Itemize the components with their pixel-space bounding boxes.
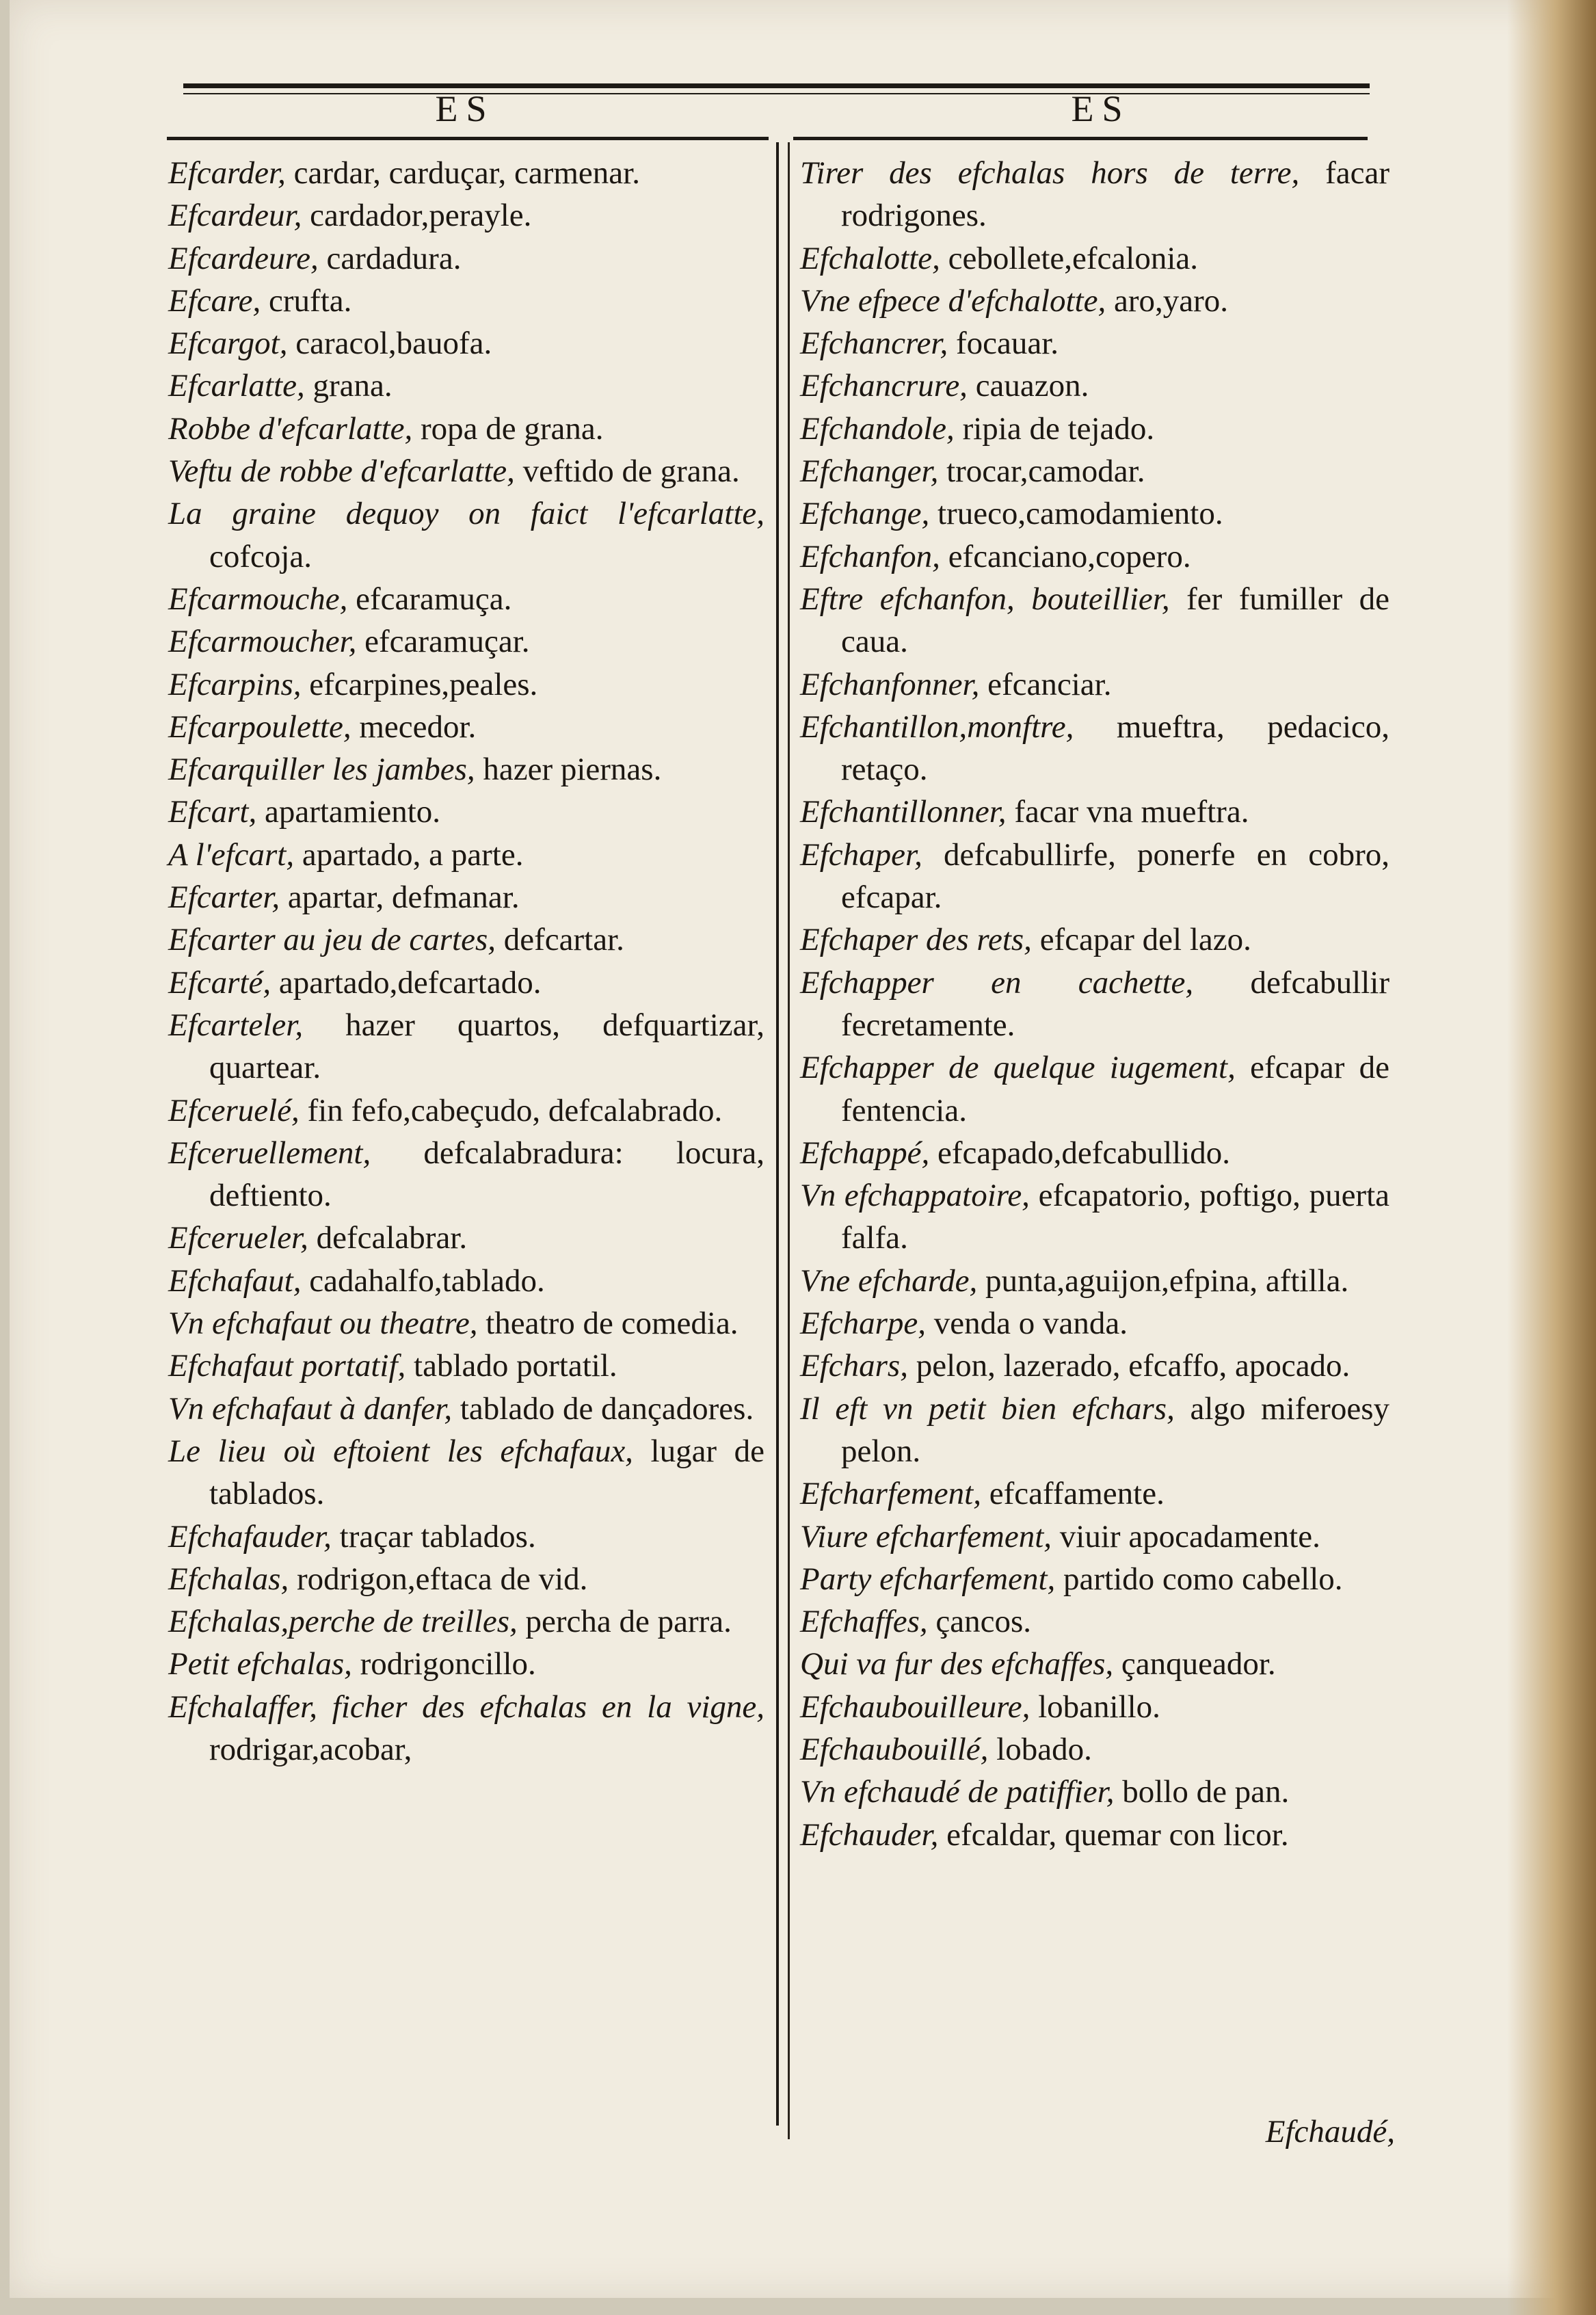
headword: Efcerueler, <box>168 1220 308 1256</box>
translation: cebollete,efcalonia. <box>940 240 1199 276</box>
translation: pelon, lazerado, efcaffo, apocado. <box>907 1348 1351 1384</box>
dictionary-entry <box>800 1472 1389 1515</box>
dictionary-entry <box>800 834 1389 919</box>
translation: efcanciano,copero. <box>940 538 1191 574</box>
headword: Efcharfement, <box>800 1476 981 1512</box>
headword: Efcart, <box>168 794 257 830</box>
translation: mueftra, pedacico, retaço. <box>841 709 1389 788</box>
headword: Efchange, <box>800 496 930 532</box>
dictionary-entry <box>168 1089 764 1132</box>
dictionary-entry <box>168 876 764 918</box>
translation: traçar tablados. <box>331 1518 536 1555</box>
dictionary-entry <box>800 1558 1389 1600</box>
headword: Vn efchafaut ou theatre, <box>168 1306 478 1342</box>
headword: Efceruelé, <box>168 1092 300 1128</box>
dictionary-entry <box>800 1174 1389 1260</box>
headword: Viure efcharfement, <box>800 1518 1052 1555</box>
headword: Efchantillonner, <box>800 794 1007 830</box>
headword: Efcarmoucher, <box>168 624 357 660</box>
translation: cardadura. <box>318 240 462 276</box>
translation: apartado, a parte. <box>294 836 524 873</box>
dictionary-entry <box>168 1686 764 1771</box>
catchword: Efchaudé, <box>1265 2114 1395 2149</box>
headword: Efchanfonner, <box>800 666 980 702</box>
headword: Efchancrure, <box>800 368 968 404</box>
translation: fer fumiller de caua. <box>841 581 1390 660</box>
headword: Efcare, <box>168 282 261 319</box>
translation: algo miferoesy pelon. <box>841 1390 1389 1469</box>
dictionary-entry <box>168 791 764 833</box>
headword: Efchaper des rets, <box>800 922 1032 958</box>
translation: tablado de dançadores. <box>452 1390 754 1427</box>
headword: Tirer des efchalas hors de terre, <box>800 155 1300 191</box>
top-rule <box>183 83 1370 88</box>
translation: efcaramuça. <box>347 581 512 617</box>
translation: aro,yaro. <box>1106 282 1228 319</box>
headword: Vn efchaudé de patiffier, <box>800 1774 1115 1810</box>
headword: Efceruellement, <box>168 1135 371 1171</box>
dictionary-entry <box>168 237 764 280</box>
translation: crufta. <box>261 282 352 319</box>
translation: focauar. <box>948 326 1059 362</box>
dictionary-entry <box>168 1302 764 1345</box>
translation: defcabullir fecretamente. <box>841 964 1389 1043</box>
translation: ripia de tejado. <box>954 410 1155 447</box>
translation: efcanciar. <box>979 666 1112 702</box>
headword: Efchantillon,monftre, <box>800 709 1074 745</box>
dictionary-entry <box>168 492 764 578</box>
translation: apartado,defcartado. <box>271 964 542 1001</box>
translation: efcaldar, quemar con licor. <box>938 1816 1289 1853</box>
dictionary-entry <box>168 918 764 961</box>
dictionary-entry <box>800 1132 1389 1174</box>
dictionary-entry <box>168 1004 764 1089</box>
headword: Efcarter au jeu de cartes, <box>168 922 496 958</box>
translation: tablado portatil. <box>405 1348 617 1384</box>
dictionary-entry <box>168 1388 764 1430</box>
translation: lobado. <box>988 1731 1092 1767</box>
headword: Efcarquiller les jambes, <box>168 752 475 788</box>
dictionary-entry <box>800 962 1389 1047</box>
dictionary-entry <box>800 1046 1389 1132</box>
headword: Efchauder, <box>800 1816 939 1853</box>
dictionary-entry <box>168 1260 764 1302</box>
dictionary-entry <box>800 1388 1389 1473</box>
translation: mecedor. <box>351 709 477 745</box>
headword: Efchanfon, <box>800 538 940 574</box>
column-divider <box>776 142 779 2126</box>
dictionary-entry <box>168 620 764 663</box>
headword: Efcharpe, <box>800 1306 927 1342</box>
translation: fin fefo,cabeçudo, defcalabrado. <box>299 1092 723 1128</box>
translation: ropa de grana. <box>412 410 604 447</box>
translation: apartamiento. <box>256 794 441 830</box>
headword: Efcardeure, <box>168 240 319 276</box>
translation: defcalabradura: locura, deftiento. <box>209 1135 764 1214</box>
translation: facar rodrigones. <box>841 155 1390 234</box>
headword: Le lieu où eftoient les efchafaux, <box>168 1433 633 1469</box>
headword: Efchafauder, <box>168 1518 332 1555</box>
translation: defcalabrar. <box>308 1220 468 1256</box>
dictionary-entry <box>800 1686 1389 1728</box>
left-column <box>168 152 764 1771</box>
right-column <box>800 152 1389 1856</box>
dictionary-entry <box>168 1430 764 1516</box>
column-divider-inner <box>788 142 790 2139</box>
headword: Efcarmouche, <box>168 581 348 617</box>
translation: efcapado,defcabullido. <box>929 1135 1231 1171</box>
headword: Efcarté, <box>168 964 271 1001</box>
headword: Vn efchappatoire, <box>800 1178 1030 1214</box>
translation: theatro de comedia. <box>477 1306 739 1342</box>
translation: grana. <box>304 368 393 404</box>
translation: percha de parra. <box>517 1604 732 1640</box>
translation: efcarpines,peales. <box>301 666 538 702</box>
dictionary-entry <box>168 706 764 748</box>
translation: veftido de grana. <box>514 453 740 490</box>
headword: Efcarder, <box>168 155 286 191</box>
translation: rodrigar,acobar, <box>209 1731 412 1767</box>
translation: punta,aguijon,efpina, aftilla. <box>977 1262 1349 1299</box>
dictionary-entry <box>800 492 1389 535</box>
headword: Efcardeur, <box>168 198 302 234</box>
translation: efcaramuçar. <box>356 624 530 660</box>
headword: Vn efchafaut à danfer, <box>168 1390 453 1427</box>
headword: Efcarlatte, <box>168 368 305 404</box>
headword: Efchaubouilleure, <box>800 1689 1030 1725</box>
dictionary-entry <box>168 1132 764 1217</box>
headword: A l'efcart, <box>168 836 295 873</box>
dictionary-entry <box>168 1558 764 1600</box>
headword: Efchancrer, <box>800 326 948 362</box>
dictionary-entry <box>800 237 1389 280</box>
dictionary-entry <box>800 1771 1389 1813</box>
translation: defcabullirfe, ponerfe en cobro, efcapar. <box>841 836 1389 916</box>
header-rule-left <box>167 137 769 140</box>
dictionary-entry <box>800 535 1389 578</box>
dictionary-entry <box>800 1516 1389 1558</box>
dictionary-entry <box>168 748 764 791</box>
translation: venda o vanda. <box>926 1306 1128 1342</box>
headword: Efchars, <box>800 1348 908 1384</box>
headword: Efchalaffer, ficher des efchalas en la vigne, <box>168 1689 764 1725</box>
headword: Efchaubouillé, <box>800 1731 989 1767</box>
translation: rodrigoncillo. <box>351 1646 536 1682</box>
dictionary-entry <box>168 1345 764 1387</box>
dictionary-entry <box>800 706 1389 791</box>
running-head-left: ES <box>435 88 495 129</box>
running-head-right: ES <box>1071 88 1131 129</box>
headword: Efchanger, <box>800 453 939 490</box>
dictionary-entry <box>800 578 1389 663</box>
dictionary-entry <box>800 1302 1389 1345</box>
translation: efcapatorio, poftigo, puerta falfa. <box>841 1178 1390 1256</box>
dictionary-entry <box>800 365 1389 407</box>
headword: Efchafaut portatif, <box>168 1348 406 1384</box>
translation: trocar,camodar. <box>938 453 1145 490</box>
translation: apartar, defmanar. <box>280 879 520 916</box>
translation: cardador,perayle. <box>302 198 532 234</box>
headword: Vne efcharde, <box>800 1262 978 1299</box>
headword: Efcarteler, <box>168 1007 304 1043</box>
dictionary-entry <box>800 1728 1389 1771</box>
headword: Efchalotte, <box>800 240 940 276</box>
headword: Efchalas,perche de treilles, <box>168 1604 518 1640</box>
dictionary-entry <box>168 834 764 876</box>
dictionary-entry <box>168 578 764 620</box>
headword: Efchapper de quelque iugement, <box>800 1050 1236 1086</box>
dictionary-entry <box>800 918 1389 961</box>
headword: Efchandole, <box>800 410 955 447</box>
headword: Party efcharfement, <box>800 1561 1056 1597</box>
translation: partido como cabello. <box>1055 1561 1343 1597</box>
headword: Efchaffes, <box>800 1604 928 1640</box>
headword: Qui va fur des efchaffes, <box>800 1646 1114 1682</box>
dictionary-entry <box>800 450 1389 492</box>
translation: defcartar. <box>496 922 624 958</box>
headword: Efchaper, <box>800 836 922 873</box>
dictionary-entry <box>168 322 764 365</box>
translation: çancos. <box>927 1604 1032 1640</box>
dictionary-entry <box>168 1217 764 1259</box>
headword: Il eft vn petit bien efchars, <box>800 1390 1175 1427</box>
headword: Efchafaut, <box>168 1262 302 1299</box>
headword: Efcarter, <box>168 879 280 916</box>
dictionary-entry <box>800 1345 1389 1387</box>
dictionary-entry <box>168 280 764 322</box>
top-rule-thin <box>183 93 1370 94</box>
dictionary-entry <box>800 408 1389 450</box>
header-rule-right <box>793 137 1368 140</box>
translation: lugar de tablados. <box>209 1433 765 1512</box>
translation: trueco,camodamiento. <box>929 496 1223 532</box>
translation: cadahalfo,tablado. <box>301 1262 545 1299</box>
dictionary-entry <box>800 322 1389 365</box>
headword: Veftu de robbe d'efcarlatte, <box>168 453 515 490</box>
dictionary-entry <box>168 152 764 194</box>
dictionary-entry <box>168 365 764 407</box>
headword: Petit efchalas, <box>168 1646 352 1682</box>
translation: efcapar de fentencia. <box>841 1050 1390 1128</box>
headword: Efchapper en cachette, <box>800 964 1194 1001</box>
dictionary-entry <box>168 194 764 237</box>
headword: La graine dequoy on faict l'efcarlatte, <box>168 496 764 532</box>
headword: Efchappé, <box>800 1135 930 1171</box>
dictionary-entry <box>168 1516 764 1558</box>
translation: facar vna mueftra. <box>1006 794 1249 830</box>
dictionary-entry <box>168 408 764 450</box>
dictionary-entry <box>800 663 1389 706</box>
headword: Eftre efchanfon, bouteillier, <box>800 581 1170 617</box>
headword: Robbe d'efcarlatte, <box>168 410 413 447</box>
dictionary-entry <box>168 1600 764 1643</box>
dictionary-entry <box>800 1260 1389 1302</box>
headword: Efcarpoulette, <box>168 709 351 745</box>
translation: hazer piernas. <box>475 752 662 788</box>
translation: cofcoja. <box>209 538 312 574</box>
translation: çanqueador. <box>1113 1646 1276 1682</box>
headword: Efcargot, <box>168 326 288 362</box>
translation: cardar, carduçar, carmenar. <box>285 155 640 191</box>
page-edge-shadow <box>1507 0 1596 2315</box>
translation: lobanillo. <box>1030 1689 1160 1725</box>
dictionary-entry <box>800 791 1389 833</box>
translation: rodrigon,eftaca de vid. <box>289 1561 588 1597</box>
translation: cauazon. <box>967 368 1089 404</box>
translation: efcaffamente. <box>981 1476 1165 1512</box>
dictionary-entry <box>800 280 1389 322</box>
translation: efcapar del lazo. <box>1031 922 1251 958</box>
headword: Vne efpece d'efchalotte, <box>800 282 1106 319</box>
translation: viuir apocadamente. <box>1052 1518 1320 1555</box>
dictionary-entry <box>800 152 1389 237</box>
dictionary-entry <box>168 1643 764 1685</box>
dictionary-entry <box>168 450 764 492</box>
translation: bollo de pan. <box>1114 1774 1290 1810</box>
translation: hazer quartos, defquartizar, quartear. <box>209 1007 764 1086</box>
dictionary-entry <box>800 1600 1389 1643</box>
dictionary-entry <box>800 1643 1389 1685</box>
dictionary-entry <box>168 663 764 706</box>
dictionary-entry <box>168 962 764 1004</box>
dictionary-entry <box>800 1814 1389 1856</box>
headword: Efchalas, <box>168 1561 289 1597</box>
headword: Efcarpins, <box>168 666 302 702</box>
translation: caracol,bauofa. <box>287 326 492 362</box>
